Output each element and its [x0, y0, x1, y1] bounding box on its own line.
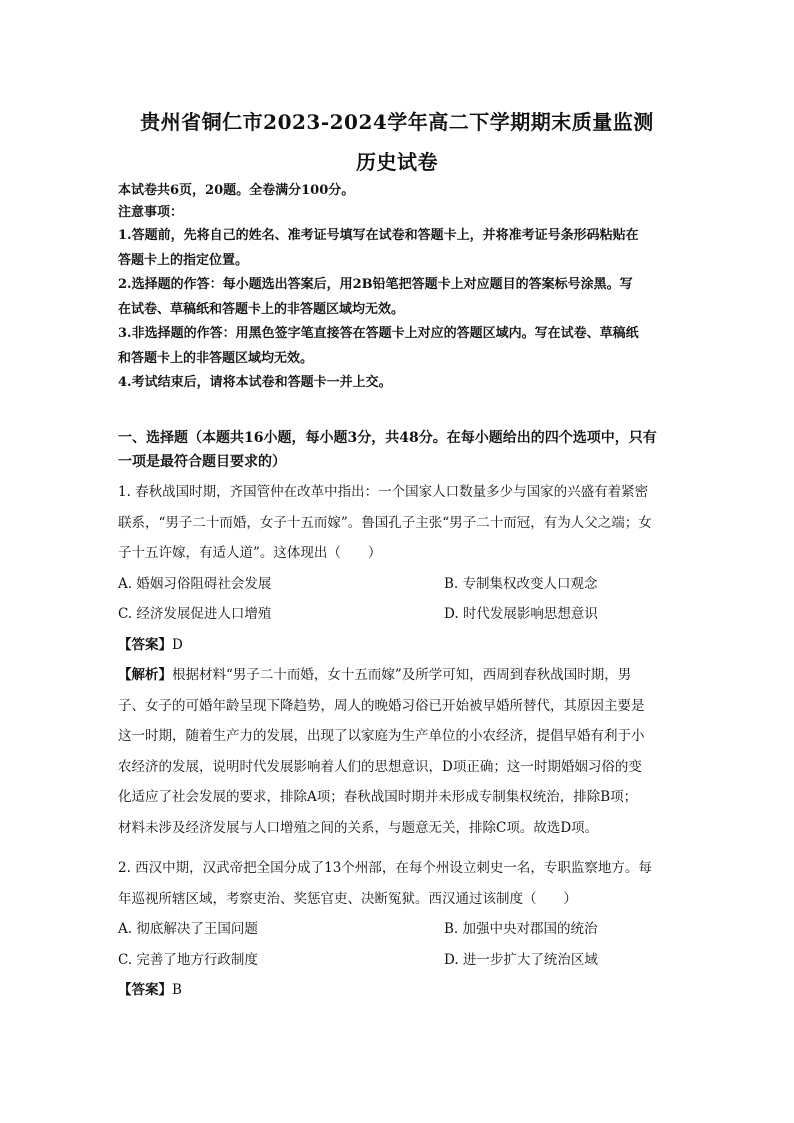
option-b: B. 加强中央对郡国的统治: [444, 921, 598, 937]
section-heading-line: 一项是最符合题目要求的）: [118, 454, 286, 470]
analysis-label: 【解析】: [118, 667, 172, 683]
answer-value: B: [172, 982, 182, 998]
exam-summary: 本试卷共6页，20题。全卷满分100分。: [118, 183, 355, 198]
section-heading-line: 一、选择题（本题共16小题，每小题3分，共48分。在每小题给出的四个选项中，只有: [118, 430, 657, 446]
notice-item: 和答题卡上的非答题区域均无效。: [118, 350, 314, 366]
options-row: [118, 914, 680, 945]
section-header: [118, 426, 680, 474]
analysis-text-line: 这一时期，随着生产力的发展，出现了以家庭为生产单位的小农经济，提倡早婚有利于小: [118, 728, 645, 744]
notice-item: 2.选择题的作答：每小题选出答案后，用2B铅笔把答题卡上对应题目的答案标号涂黑。写: [118, 277, 633, 292]
question-text-line: 联系，“男子二十而婚，女子十五而嫁”。鲁国孔子主张“男子二十而冠，有为人父之端；女: [118, 514, 652, 531]
answer-label: 【答案】: [118, 982, 172, 998]
analysis-line: [118, 660, 680, 691]
question-text-line: 1. 春秋战国时期，齐国管仲在改革中指出：一个国家人口数量多少与国家的兴盛有着紧密: [118, 484, 649, 500]
options-row: [118, 569, 680, 600]
question-text-line: 子十五许嫁，有适人道”。这体现出（ ）: [118, 545, 382, 561]
notice-item: 在试卷、草稿纸和答题卡上的非答题区域均无效。: [118, 301, 405, 317]
option-d: D. 时代发展影响思想意识: [444, 606, 598, 622]
analysis-text-line: 材料未涉及经济发展与人口增殖之间的关系，与题意无关，排除C项。故选D项。: [118, 819, 599, 836]
option-a: A. 婚姻习俗阻碍社会发展: [118, 575, 272, 592]
analysis-text-line: 农经济的发展，说明时代发展影响着人们的思想意识，D项正确；这一时期婚姻习俗的变: [118, 758, 642, 775]
analysis-text: 根据材料“男子二十而婚，女十五而嫁”及所学可知，西周到春秋战国时期，男: [172, 667, 632, 683]
option-c: C. 经济发展促进人口增殖: [118, 606, 272, 622]
notice-item: 1.答题前，先将自己的姓名、准考证号填写在试卷和答题卡上，并将准考证号条形码粘贴在: [118, 228, 639, 243]
question-1: [118, 477, 680, 843]
option-d: D. 进一步扩大了统治区域: [444, 951, 598, 968]
option-b: B. 专制集权改变人口观念: [444, 575, 598, 592]
exam-instructions: [118, 180, 680, 396]
answer-line: [118, 630, 680, 661]
options-row: [118, 945, 680, 976]
notice-item: 4.考试结束后，请将本试卷和答题卡一并上交。: [118, 375, 392, 390]
answer-line: [118, 975, 680, 1006]
exam-subtitle: 历史试卷: [356, 150, 438, 174]
analysis-text-line: 子、女子的可婚年龄呈现下降趋势，周人的晚婚习俗已开始被早婚所替代，其原因主要是: [118, 697, 645, 714]
question-2: [118, 853, 680, 1006]
question-text-line: 年巡视所辖区域，考察吏治、奖惩官吏、决断冤狱。西汉通过该制度（ ）: [118, 890, 577, 907]
answer-value: D: [172, 636, 183, 653]
answer-label: 【答案】: [118, 636, 172, 653]
notice-title: 注意事项：: [118, 205, 184, 220]
notice-item: 答题卡上的指定位置。: [118, 252, 249, 268]
exam-title: 贵州省铜仁市2023-2024学年高二下学期期末质量监测: [140, 110, 654, 134]
question-text-line: 2. 西汉中期，汉武帝把全国分成了13个州部，在每个州设立刺史一名，专职监察地方。每: [118, 860, 652, 876]
analysis-text-line: 化适应了社会发展的要求，排除A项；春秋战国时期并未形成专制集权统治，排除B项；: [118, 789, 638, 805]
options-row: [118, 599, 680, 630]
option-a: A. 彻底解决了王国问题: [118, 921, 258, 937]
notice-item: 3.非选择题的作答：用黑色签字笔直接答在答题卡上对应的答题区域内。写在试卷、草稿纸: [118, 326, 639, 341]
option-c: C. 完善了地方行政制度: [118, 951, 258, 968]
